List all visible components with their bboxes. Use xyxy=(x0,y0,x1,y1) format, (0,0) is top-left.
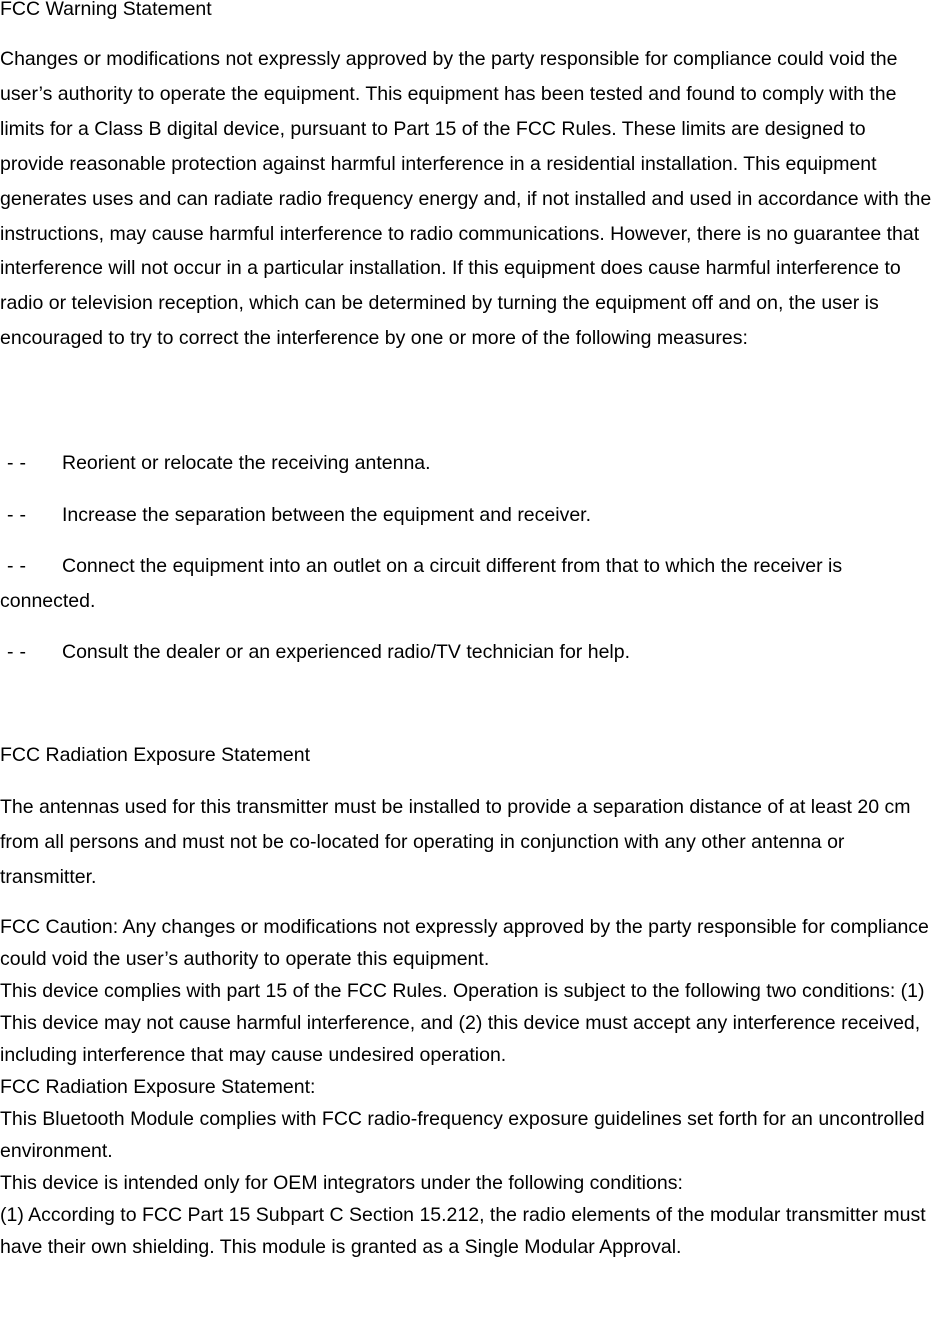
measure-item xyxy=(0,446,933,481)
bullet-marker: -- xyxy=(7,452,32,474)
measure-item xyxy=(0,549,933,619)
radiation-title: FCC Radiation Exposure Statement xyxy=(0,744,310,766)
caution-line: This device complies with part 15 of the FCC Rules. Operation is subject to the following two conditions: (1) This device may not cause harmful interference, and (2) this device must accept any interference received, including interference that may cause undesired operation. xyxy=(0,980,925,1066)
caution-line: This device is intended only for OEM integrators under the following conditions: xyxy=(0,1172,683,1194)
bullet-marker: -- xyxy=(7,641,32,663)
warning-title: FCC Warning Statement xyxy=(0,0,212,20)
caution-line: (1) According to FCC Part 15 Subpart C Section 15.212, the radio elements of the modular transmitter must have their own shielding. This module is granted as a Single Modular Approval. xyxy=(0,1204,926,1258)
bullet-marker: -- xyxy=(7,504,32,526)
measure-text: Reorient or relocate the receiving antenna. xyxy=(62,452,431,474)
measure-item xyxy=(0,635,933,670)
measure-item xyxy=(0,498,933,533)
measure-text: Increase the separation between the equipment and receiver. xyxy=(62,504,592,526)
radiation-body: The antennas used for this transmitter must be installed to provide a separation distance of at least 20 cm from all persons and must not be co‐located for operating in conjunction with any other antenna or transmitter. xyxy=(0,796,911,888)
caution-line: FCC Caution: Any changes or modifications not expressly approved by the party responsible for compliance could void the user’s authority to operate this equipment. xyxy=(0,916,929,970)
caution-line: This Bluetooth Module complies with FCC radio-frequency exposure guidelines set forth for an uncontrolled environment. xyxy=(0,1108,925,1162)
bullet-marker: -- xyxy=(7,555,32,577)
measure-text: Consult the dealer or an experienced radio/TV technician for help. xyxy=(62,641,631,663)
warning-body: Changes or modifications not expressly approved by the party responsible for compliance could void the user’s authority to operate the equipment. This equipment has been tested and found to comply with the limits for a Class B digital device, pursuant to Part 15 of the FCC Rules. These limits are designed to provide reasonable protection against harmful interference in a residential installation. This equipment generates uses and can radiate radio frequency energy and, if not installed and used in accordance with the instructions, may cause harmful interference to radio communications. However, there is no guarantee that interference will not occur in a particular installation. If this equipment does cause harmful interference to radio or television reception, which can be determined by turning the equipment off and on, the user is encouraged to try to correct the interference by one or more of the following measures: xyxy=(0,48,932,350)
measure-text: Connect the equipment into an outlet on a circuit different from that to which the receiver is connected. xyxy=(0,555,843,612)
caution-line: FCC Radiation Exposure Statement: xyxy=(0,1076,316,1098)
caution-block xyxy=(0,911,933,1263)
